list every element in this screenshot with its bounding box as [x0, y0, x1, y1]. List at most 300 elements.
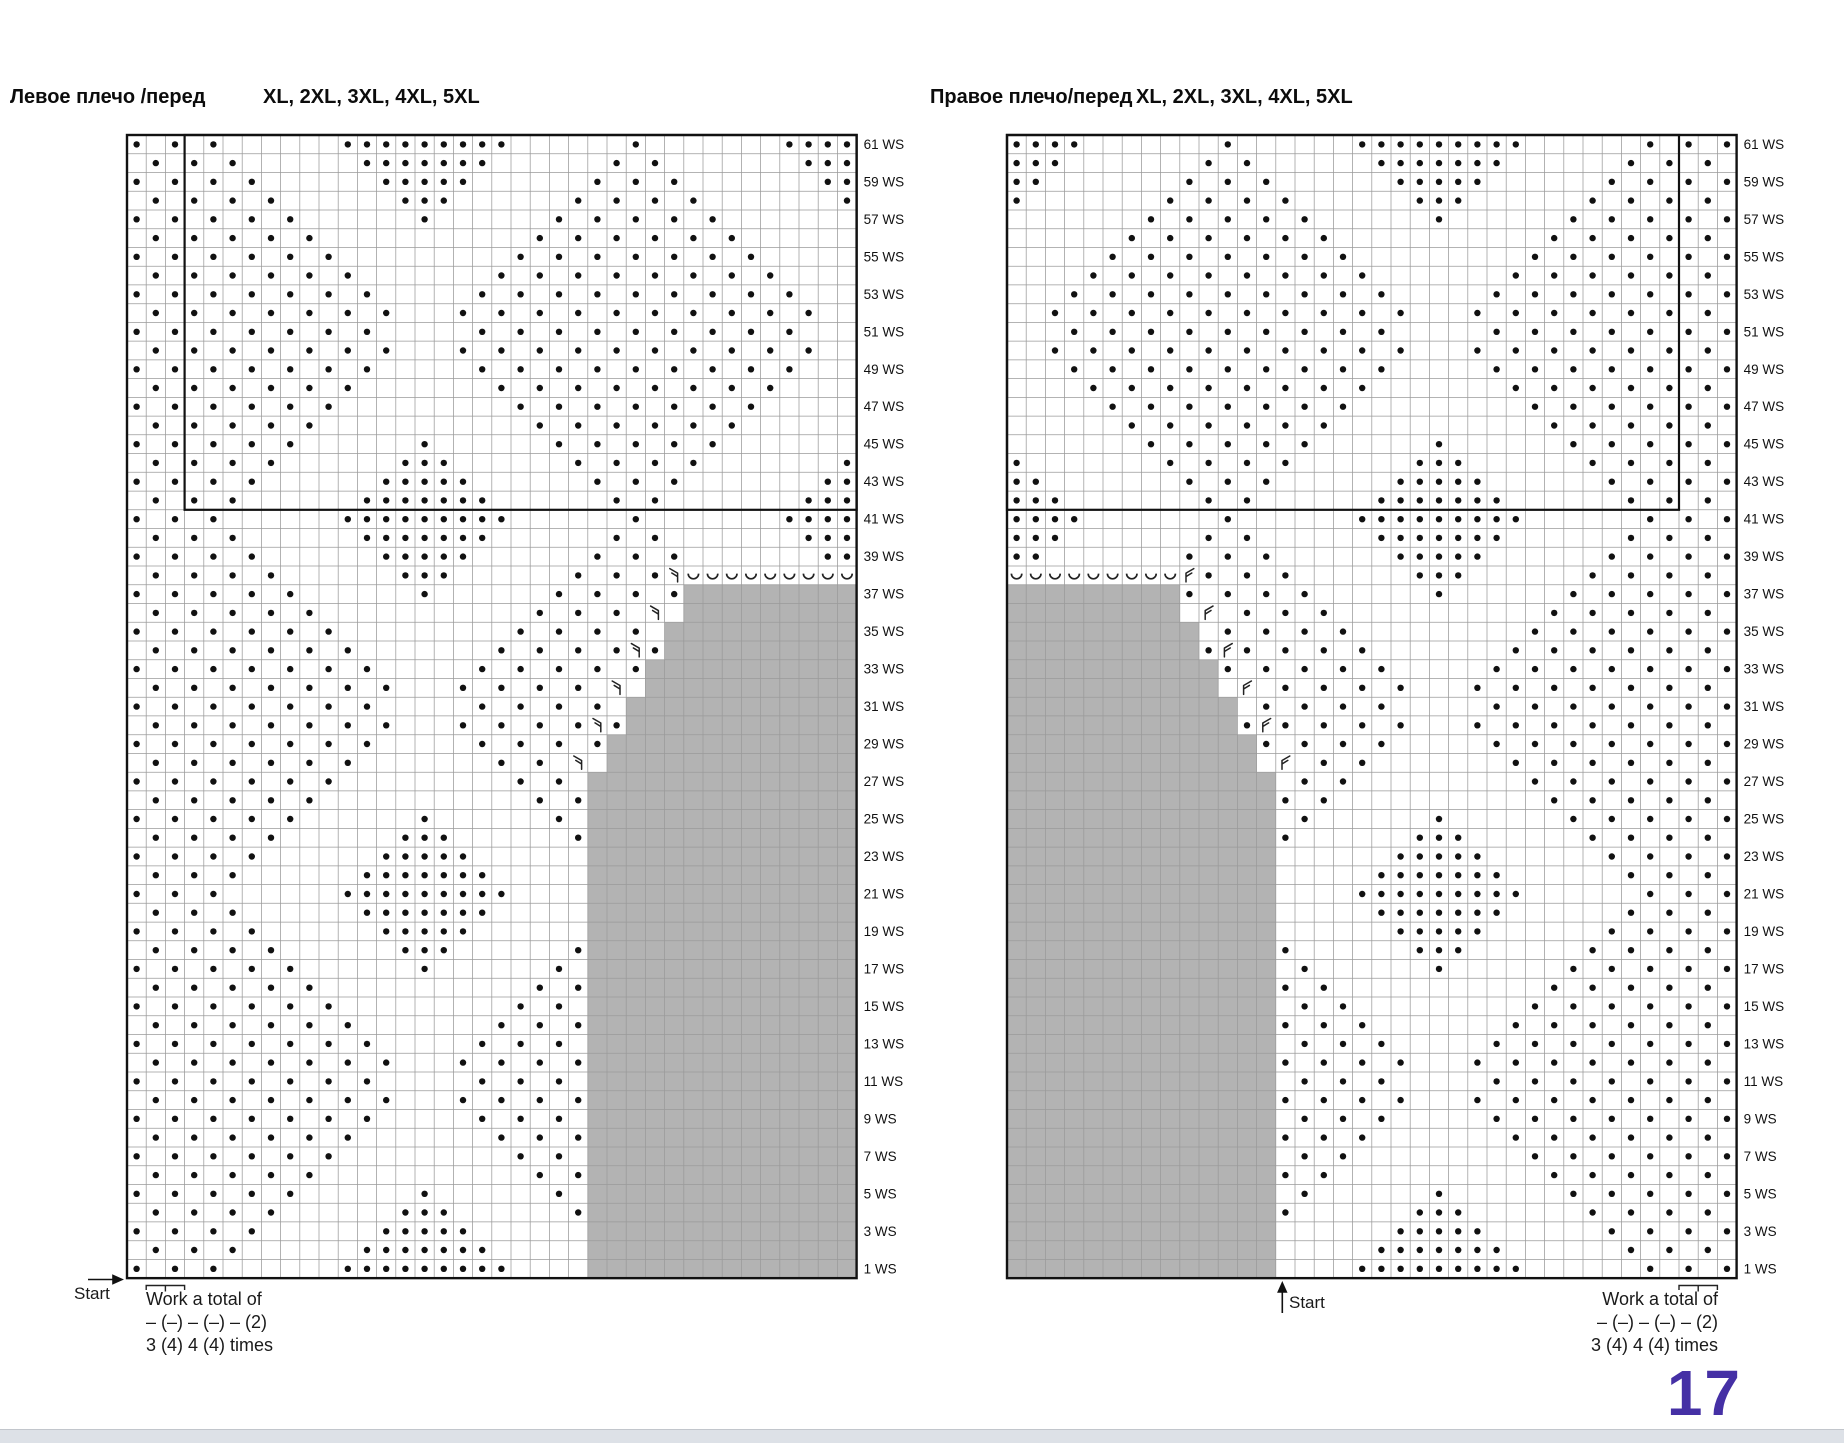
pattern-dot — [1436, 572, 1442, 578]
row-label: 61 WS — [1743, 136, 1785, 152]
pattern-dot — [287, 1116, 293, 1122]
pattern-dot — [421, 535, 427, 541]
pattern-dot — [133, 479, 139, 485]
pattern-dot — [805, 310, 811, 316]
pattern-dot — [1493, 666, 1499, 672]
pattern-dot — [556, 1078, 562, 1084]
pattern-dot — [268, 947, 274, 953]
pattern-dot — [210, 516, 216, 522]
pattern-dot — [537, 235, 543, 241]
pattern-dot — [786, 516, 792, 522]
pattern-dot — [1628, 347, 1634, 353]
pattern-dot — [1397, 516, 1403, 522]
pattern-dot — [345, 1059, 351, 1065]
pattern-dot — [172, 1003, 178, 1009]
row-label: 15 WS — [863, 998, 905, 1014]
pattern-dot — [1186, 404, 1192, 410]
pattern-dot — [556, 291, 562, 297]
pattern-dot — [575, 422, 581, 428]
row-label: 45 WS — [1743, 436, 1785, 452]
pattern-dot — [652, 535, 658, 541]
pattern-dot — [1647, 666, 1653, 672]
pattern-dot — [517, 366, 523, 372]
pattern-dot — [805, 347, 811, 353]
pattern-dot — [1647, 216, 1653, 222]
pattern-dot — [172, 1266, 178, 1272]
pattern-dot — [1052, 497, 1058, 503]
pattern-dot — [364, 1247, 370, 1253]
pattern-dot — [1359, 310, 1365, 316]
pattern-dot — [652, 197, 658, 203]
pattern-dot — [191, 347, 197, 353]
pattern-dot — [1666, 1097, 1672, 1103]
pattern-dot — [517, 703, 523, 709]
pattern-dot — [1436, 1247, 1442, 1253]
pattern-dot — [613, 722, 619, 728]
pattern-dot — [1570, 216, 1576, 222]
pattern-dot — [210, 404, 216, 410]
pattern-dot — [1378, 1116, 1384, 1122]
pattern-dot — [537, 1172, 543, 1178]
pattern-dot — [1244, 385, 1250, 391]
pattern-dot — [1474, 310, 1480, 316]
pattern-dot — [1647, 516, 1653, 522]
pattern-dot — [1647, 553, 1653, 559]
pattern-dot — [1628, 235, 1634, 241]
pattern-dot — [1186, 216, 1192, 222]
pattern-dot — [172, 1191, 178, 1197]
pattern-dot — [479, 1078, 485, 1084]
pattern-dot — [1301, 778, 1307, 784]
pattern-dot — [1628, 647, 1634, 653]
pattern-dot — [172, 216, 178, 222]
pattern-dot — [229, 347, 235, 353]
pattern-dot — [1647, 1116, 1653, 1122]
pattern-dot — [383, 553, 389, 559]
pattern-dot — [1666, 1247, 1672, 1253]
pattern-dot — [556, 703, 562, 709]
pattern-dot — [1570, 1003, 1576, 1009]
pattern-dot — [1455, 853, 1461, 859]
pattern-dot — [460, 1228, 466, 1234]
pattern-dot — [1609, 628, 1615, 634]
row-label: 37 WS — [863, 586, 905, 602]
pattern-dot — [517, 741, 523, 747]
pattern-dot — [1436, 535, 1442, 541]
pattern-dot — [556, 816, 562, 822]
pattern-dot — [1724, 1003, 1730, 1009]
pattern-dot — [1455, 1247, 1461, 1253]
pattern-dot — [1628, 610, 1634, 616]
pattern-dot — [1167, 310, 1173, 316]
pattern-dot — [153, 197, 159, 203]
pattern-dot — [1551, 347, 1557, 353]
pattern-dot — [1013, 460, 1019, 466]
pattern-dot — [133, 216, 139, 222]
bind-off-icon — [707, 574, 717, 579]
pattern-dot — [556, 441, 562, 447]
pattern-dot — [1205, 460, 1211, 466]
pattern-dot — [210, 928, 216, 934]
pattern-dot — [249, 1116, 255, 1122]
pattern-dot — [1244, 160, 1250, 166]
pattern-dot — [709, 329, 715, 335]
pattern-dot — [210, 366, 216, 372]
pattern-dot — [1244, 347, 1250, 353]
pattern-dot — [556, 254, 562, 260]
pattern-dot — [1436, 1266, 1442, 1272]
pattern-dot — [191, 835, 197, 841]
pattern-dot — [613, 572, 619, 578]
pattern-dot — [1205, 347, 1211, 353]
pattern-dot — [575, 1059, 581, 1065]
pattern-dot — [633, 441, 639, 447]
pattern-dot — [210, 1191, 216, 1197]
pattern-dot — [383, 479, 389, 485]
row-label: 27 WS — [863, 774, 905, 789]
pattern-dot — [1570, 966, 1576, 972]
pattern-dot — [1724, 1191, 1730, 1197]
pattern-dot — [1244, 272, 1250, 278]
pattern-dot — [229, 835, 235, 841]
pattern-dot — [1301, 254, 1307, 260]
pattern-dot — [287, 816, 293, 822]
pattern-dot — [1167, 422, 1173, 428]
pattern-dot — [133, 1041, 139, 1047]
pattern-dot — [1532, 1041, 1538, 1047]
pattern-dot — [537, 1097, 543, 1103]
pattern-dot — [287, 441, 293, 447]
pattern-dot — [441, 1228, 447, 1234]
pattern-dot — [633, 254, 639, 260]
pattern-dot — [1705, 160, 1711, 166]
pattern-dot — [421, 872, 427, 878]
bind-off-icon — [1107, 574, 1117, 579]
pattern-dot — [1282, 422, 1288, 428]
pattern-dot — [306, 1134, 312, 1140]
pattern-dot — [1513, 385, 1519, 391]
pattern-dot — [268, 1172, 274, 1178]
pattern-dot — [1359, 647, 1365, 653]
pattern-dot — [1455, 572, 1461, 578]
pattern-dot — [556, 1041, 562, 1047]
pattern-dot — [1378, 872, 1384, 878]
pattern-dot — [1225, 479, 1231, 485]
pattern-dot — [1493, 160, 1499, 166]
row-label: 7 WS — [863, 1148, 897, 1164]
pattern-dot — [1551, 385, 1557, 391]
pattern-dot — [479, 910, 485, 916]
pattern-dot — [1378, 1247, 1384, 1253]
pattern-dot — [1647, 479, 1653, 485]
pattern-dot — [1628, 760, 1634, 766]
pattern-dot — [1263, 666, 1269, 672]
pattern-dot — [460, 141, 466, 147]
pattern-dot — [1724, 441, 1730, 447]
pattern-dot — [1455, 1209, 1461, 1215]
pattern-dot — [383, 516, 389, 522]
pattern-dot — [172, 853, 178, 859]
pattern-dot — [460, 553, 466, 559]
pattern-dot — [306, 235, 312, 241]
pattern-dot — [325, 628, 331, 634]
pattern-dot — [1589, 1209, 1595, 1215]
pattern-dot — [1436, 179, 1442, 185]
pattern-dot — [575, 1172, 581, 1178]
pattern-dot — [325, 1116, 331, 1122]
row-label: 51 WS — [1743, 324, 1785, 340]
pattern-dot — [287, 778, 293, 784]
pattern-dot — [1436, 497, 1442, 503]
pattern-dot — [498, 891, 504, 897]
pattern-dot — [306, 272, 312, 278]
pattern-dot — [1282, 1134, 1288, 1140]
row-label: 23 WS — [863, 849, 905, 864]
pattern-dot — [1397, 535, 1403, 541]
pattern-dot — [479, 497, 485, 503]
row-label: 19 WS — [1743, 923, 1785, 939]
pattern-dot — [1685, 816, 1691, 822]
pattern-dot — [1589, 1134, 1595, 1140]
pattern-dot — [1609, 703, 1615, 709]
pattern-dot — [1724, 1041, 1730, 1047]
pattern-dot — [1225, 553, 1231, 559]
pattern-dot — [153, 685, 159, 691]
pattern-dot — [498, 385, 504, 391]
pattern-dot — [210, 479, 216, 485]
pattern-dot — [1321, 647, 1327, 653]
pattern-dot — [1455, 910, 1461, 916]
pattern-dot — [229, 1059, 235, 1065]
pattern-dot — [729, 347, 735, 353]
pattern-dot — [402, 553, 408, 559]
pattern-dot — [1436, 947, 1442, 953]
pattern-dot — [1359, 685, 1365, 691]
pattern-dot — [1628, 1247, 1634, 1253]
pattern-dot — [441, 516, 447, 522]
pattern-dot — [1417, 479, 1423, 485]
pattern-dot — [421, 891, 427, 897]
pattern-dot — [383, 891, 389, 897]
pattern-dot — [364, 1266, 370, 1272]
pattern-dot — [1493, 366, 1499, 372]
row-label: 5 WS — [863, 1186, 897, 1202]
pattern-dot — [1033, 535, 1039, 541]
left-chart-title: Левое плечо /перед — [10, 86, 206, 108]
pattern-dot — [364, 1116, 370, 1122]
pattern-dot — [1301, 1116, 1307, 1122]
pattern-dot — [191, 535, 197, 541]
pattern-dot — [1417, 947, 1423, 953]
pattern-dot — [402, 179, 408, 185]
pattern-dot — [210, 853, 216, 859]
pattern-dot — [1033, 516, 1039, 522]
pattern-dot — [556, 628, 562, 634]
pattern-dot — [421, 197, 427, 203]
pattern-dot — [402, 1209, 408, 1215]
pattern-dot — [1705, 610, 1711, 616]
pattern-dot — [383, 535, 389, 541]
pattern-dot — [153, 797, 159, 803]
pattern-dot — [1666, 685, 1672, 691]
pattern-dot — [421, 835, 427, 841]
pattern-dot — [1532, 1153, 1538, 1159]
pattern-dot — [172, 479, 178, 485]
pattern-dot — [1378, 160, 1384, 166]
pattern-dot — [249, 179, 255, 185]
pattern-dot — [1263, 329, 1269, 335]
pattern-dot — [1321, 310, 1327, 316]
row-label: 7 WS — [1743, 1148, 1777, 1164]
pattern-dot — [402, 479, 408, 485]
pattern-dot — [306, 347, 312, 353]
pattern-dot — [1570, 366, 1576, 372]
pattern-dot — [1167, 197, 1173, 203]
pattern-dot — [133, 1228, 139, 1234]
pattern-dot — [1359, 1266, 1365, 1272]
pattern-dot — [133, 1191, 139, 1197]
pattern-dot — [133, 666, 139, 672]
pattern-dot — [1282, 347, 1288, 353]
pattern-dot — [498, 141, 504, 147]
pattern-dot — [1013, 179, 1019, 185]
pattern-dot — [191, 910, 197, 916]
pattern-dot — [1685, 366, 1691, 372]
pattern-dot — [1013, 553, 1019, 559]
pattern-dot — [268, 722, 274, 728]
pattern-dot — [786, 329, 792, 335]
pattern-dot — [249, 666, 255, 672]
pattern-dot — [1436, 1191, 1442, 1197]
pattern-dot — [460, 535, 466, 541]
pattern-dot — [1321, 385, 1327, 391]
pattern-dot — [1724, 179, 1730, 185]
pattern-dot — [767, 272, 773, 278]
pattern-dot — [133, 891, 139, 897]
pattern-dot — [1647, 816, 1653, 822]
pattern-dot — [153, 947, 159, 953]
pattern-dot — [364, 1078, 370, 1084]
pattern-dot — [1417, 460, 1423, 466]
row-label: 35 WS — [863, 624, 905, 640]
pattern-dot — [1532, 291, 1538, 297]
pattern-dot — [229, 385, 235, 391]
pattern-dot — [441, 1209, 447, 1215]
pattern-dot — [1244, 460, 1250, 466]
pattern-dot — [306, 722, 312, 728]
pattern-dot — [441, 479, 447, 485]
pattern-dot — [249, 1078, 255, 1084]
pattern-dot — [1551, 1022, 1557, 1028]
pattern-dot — [1589, 647, 1595, 653]
pattern-dot — [249, 853, 255, 859]
pattern-dot — [1532, 329, 1538, 335]
pattern-dot — [1705, 347, 1711, 353]
pattern-dot — [1397, 310, 1403, 316]
row-label: 47 WS — [1743, 399, 1785, 415]
pattern-dot — [133, 1116, 139, 1122]
pattern-dot — [460, 928, 466, 934]
pattern-dot — [1474, 1097, 1480, 1103]
bind-off-icon — [1011, 574, 1021, 579]
pattern-dot — [1359, 1134, 1365, 1140]
pattern-dot — [479, 703, 485, 709]
pattern-dot — [1609, 441, 1615, 447]
pattern-dot — [1397, 160, 1403, 166]
pattern-dot — [517, 1003, 523, 1009]
pattern-dot — [345, 891, 351, 897]
pattern-dot — [460, 479, 466, 485]
pattern-dot — [210, 329, 216, 335]
pattern-dot — [1532, 404, 1538, 410]
pattern-dot — [153, 1059, 159, 1065]
bind-off-icon — [1088, 574, 1098, 579]
pattern-dot — [1397, 1266, 1403, 1272]
pattern-dot — [1263, 703, 1269, 709]
pattern-dot — [402, 497, 408, 503]
pattern-dot — [460, 160, 466, 166]
bind-off-icon — [1165, 574, 1175, 579]
pattern-dot — [364, 910, 370, 916]
pattern-dot — [633, 141, 639, 147]
pattern-dot — [652, 160, 658, 166]
row-label: 39 WS — [863, 549, 905, 565]
pattern-dot — [1551, 685, 1557, 691]
pattern-dot — [268, 235, 274, 241]
pattern-dot — [1321, 235, 1327, 241]
pattern-dot — [1129, 347, 1135, 353]
pattern-dot — [1397, 1059, 1403, 1065]
pattern-dot — [1666, 460, 1672, 466]
pattern-dot — [1628, 872, 1634, 878]
pattern-dot — [1301, 816, 1307, 822]
pattern-dot — [402, 141, 408, 147]
page-number: 17 — [1666, 1357, 1742, 1429]
bind-off-icon — [1050, 574, 1060, 579]
pattern-dot — [153, 272, 159, 278]
pattern-dot — [1436, 141, 1442, 147]
pattern-dot — [1436, 835, 1442, 841]
pattern-dot — [479, 535, 485, 541]
pattern-dot — [1647, 1266, 1653, 1272]
row-label: 37 WS — [1743, 586, 1785, 602]
pattern-dot — [421, 516, 427, 522]
pattern-dot — [537, 1134, 543, 1140]
pattern-dot — [268, 647, 274, 653]
pattern-dot — [1589, 685, 1595, 691]
pattern-dot — [421, 160, 427, 166]
pattern-dot — [1301, 1003, 1307, 1009]
pattern-dot — [421, 910, 427, 916]
pattern-dot — [441, 891, 447, 897]
pattern-dot — [1666, 910, 1672, 916]
pattern-dot — [652, 272, 658, 278]
pattern-dot — [1205, 385, 1211, 391]
pattern-dot — [1071, 366, 1077, 372]
pattern-dot — [1167, 347, 1173, 353]
pattern-dot — [1474, 516, 1480, 522]
pattern-dot — [1455, 928, 1461, 934]
pattern-dot — [1129, 422, 1135, 428]
pattern-dot — [1417, 553, 1423, 559]
pattern-dot — [1436, 160, 1442, 166]
pattern-dot — [1609, 741, 1615, 747]
pattern-dot — [191, 1022, 197, 1028]
pattern-dot — [229, 1209, 235, 1215]
row-label: 25 WS — [863, 811, 905, 827]
pattern-dot — [1609, 1003, 1615, 1009]
pattern-dot — [1378, 910, 1384, 916]
